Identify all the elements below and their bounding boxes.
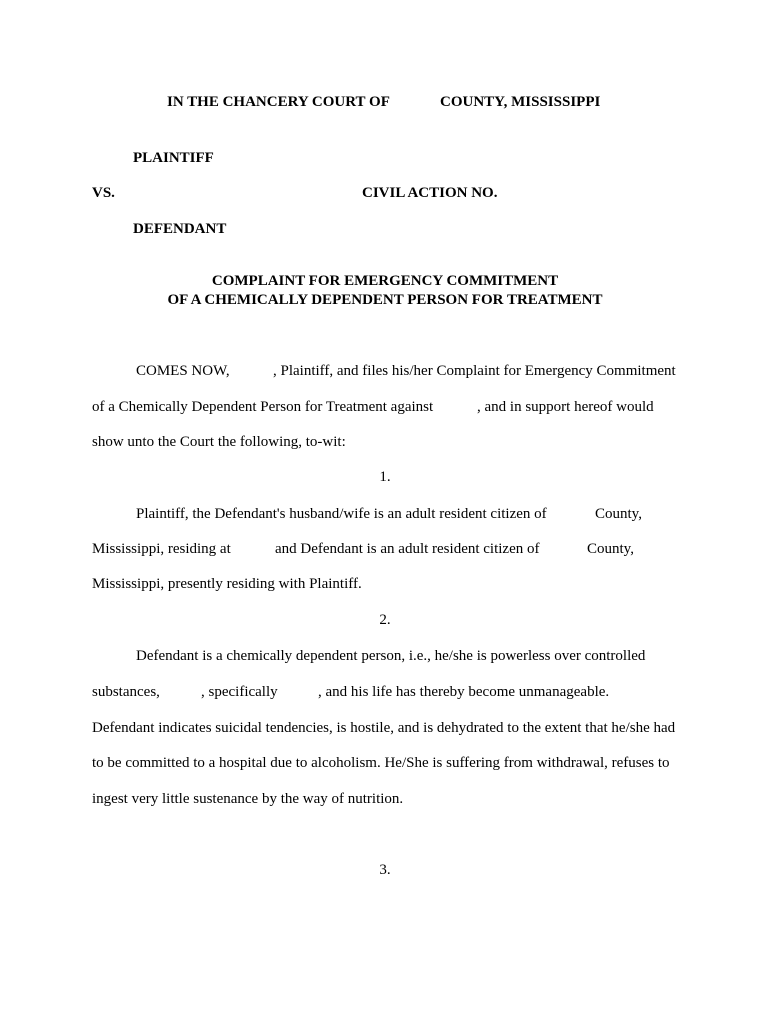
section-3-number: 3. — [379, 862, 391, 878]
plaintiff-label: PLAINTIFF — [133, 150, 214, 166]
section-2-line1: Defendant is a chemically dependent person, i.e., he/she is powerless over controlled — [136, 648, 646, 664]
civil-action-label: CIVIL ACTION NO. — [362, 185, 498, 201]
intro-line1-start: COMES NOW, — [136, 363, 230, 379]
court-heading-county: COUNTY, MISSISSIPPI — [440, 94, 601, 110]
vs-label: VS. — [92, 185, 115, 201]
document-title-line1: COMPLAINT FOR EMERGENCY COMMITMENT — [211, 273, 559, 289]
document-title-line2: OF A CHEMICALLY DEPENDENT PERSON FOR TREATMENT — [167, 292, 603, 308]
section-1-line3: Mississippi, presently residing with Plaintiff. — [92, 576, 362, 592]
defendant-label: DEFENDANT — [133, 221, 227, 237]
intro-line2-start: of a Chemically Dependent Person for Treatment against — [92, 399, 434, 415]
section-2-number: 2. — [379, 612, 391, 628]
section-1-line2-middle: and Defendant is an adult resident citizen of — [275, 541, 540, 557]
section-2-line2-start: substances, — [92, 684, 160, 700]
section-2-line5: ingest very little sustenance by the way of nutrition. — [92, 791, 404, 807]
section-2-line2-end: , and his life has thereby become unmanageable. — [318, 684, 610, 700]
section-2-line3: Defendant indicates suicidal tendencies, is hostile, and is dehydrated to the extent that he/she had — [92, 720, 676, 736]
section-1-line1-county: County, — [595, 506, 642, 522]
section-2-line2-middle: , specifically — [201, 684, 278, 700]
intro-line3: show unto the Court the following, to-wit: — [92, 434, 346, 450]
section-1-line2-county: County, — [587, 541, 634, 557]
intro-line1-end: , Plaintiff, and files his/her Complaint for Emergency Commitment — [273, 363, 676, 379]
section-2-line4: to be committed to a hospital due to alcoholism. He/She is suffering from withdrawal, refuses to — [92, 755, 670, 771]
court-heading-prefix: IN THE CHANCERY COURT OF — [167, 94, 390, 110]
section-1-number: 1. — [379, 469, 391, 485]
section-1-line2-start: Mississippi, residing at — [92, 541, 231, 557]
intro-line2-end: , and in support hereof would — [477, 399, 654, 415]
section-1-line1-start: Plaintiff, the Defendant's husband/wife is an adult resident citizen of — [136, 506, 547, 522]
